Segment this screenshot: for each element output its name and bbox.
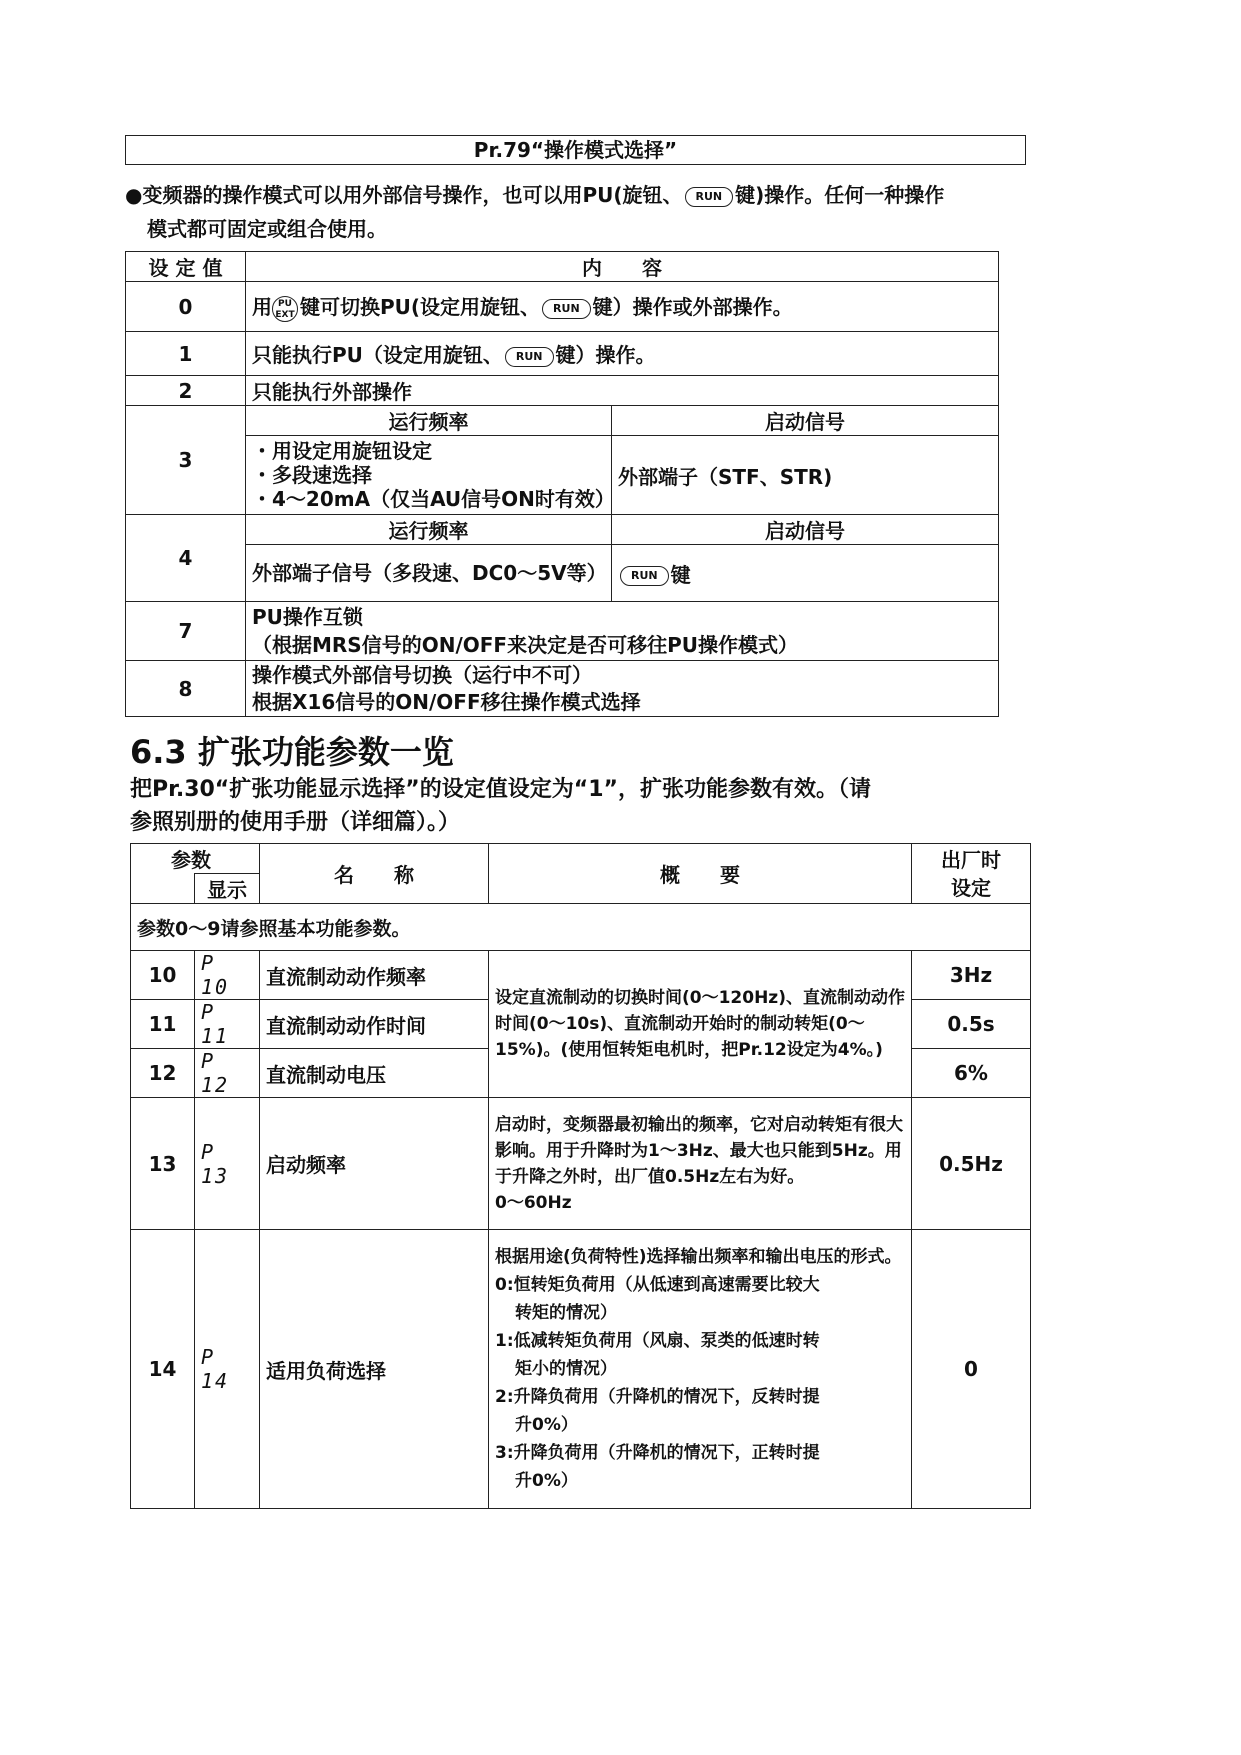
header-summary: 概 要 [489,844,912,904]
param-number: 12 [131,1049,195,1098]
intro-text-b: 键)操作。任何一种操作 [735,183,945,207]
header-factory [912,844,1031,904]
mode-row-3 [126,436,999,515]
text: 键 [670,562,691,587]
header-name: 名 称 [260,844,489,904]
run-frequency-cell [246,436,615,515]
freq-option: ・多段速选择 [252,463,372,487]
param-table [130,843,1031,1509]
start-signal-cell: 外部端子（STF、STR) [612,436,999,515]
param-header-top [131,844,1031,874]
param-number: 10 [131,951,195,1000]
option-cont: 升0%） [515,1415,578,1435]
text: 出厂时 [941,847,1001,872]
intro-paragraph [125,178,1045,246]
param-note-row [131,904,1031,951]
factory-setting: 3Hz [912,951,1031,1000]
mode-value: 3 [126,406,246,515]
display-code: P 13 [195,1098,260,1230]
mode-row-4-header [126,515,999,545]
option: 3:升降负荷用（升降机的情况下，正转时提 [495,1443,820,1463]
header-param: 参数 [131,844,260,874]
mode-value: 7 [126,602,246,661]
mode-content: 只能执行外部操作 [246,376,999,406]
run-key-icon: RUN [505,347,554,367]
start-signal-cell [612,545,999,602]
display-code: P 12 [195,1049,260,1098]
factory-setting: 0 [912,1230,1031,1509]
option-cont: 转矩的情况） [515,1303,617,1323]
pr79-title: Pr.79“操作模式选择” [473,138,678,162]
mode-content [246,332,999,376]
param-summary [489,1230,912,1509]
header-run-frequency: 运行频率 [246,406,612,436]
option: 0:恒转矩负荷用（从低速到高速需要比较大 [495,1275,820,1295]
section-heading: 6.3 扩张功能参数一览 [130,733,454,771]
mode-content [246,602,999,661]
mode-value: 1 [126,332,246,376]
param-row-10 [131,951,1031,1000]
note-text: 参数0～9请参照基本功能参数。 [131,904,1031,951]
text: 根据X16信号的ON/OFF移往操作模式选择 [252,689,641,714]
header-run-frequency: 运行频率 [246,515,612,545]
ext-label: EXT [275,309,295,320]
option-cont: 矩小的情况） [515,1359,617,1379]
display-code: P 10 [195,951,260,1000]
freq-option: ・用设定用旋钮设定 [252,439,432,463]
mode-row-8 [126,661,999,717]
text: 键）操作或外部操作。 [592,295,793,320]
pu-ext-key-icon [272,296,298,322]
text: （根据MRS信号的ON/OFF来决定是否可移往PU操作模式） [252,633,798,657]
factory-setting: 0.5Hz [912,1098,1031,1230]
text: 启动时，变频器最初输出的频率，它对启动转矩有很大影响。用于升降时为1～3Hz、最大也只能到5Hz。用于升降之外时，出厂值0.5Hz左右为好。 [495,1114,903,1187]
text: 只能执行PU（设定用旋钮、 [252,343,503,367]
run-key-icon: RUN [620,566,669,586]
freq-option: ・4～20mA（仅当AU信号ON时有效） [252,487,615,511]
mode-value: 8 [126,661,246,717]
text: 根据用途(负荷特性)选择输出频率和输出电压的形式。 [495,1247,902,1267]
header-setting-value: 设 定 值 [126,252,246,282]
mode-row-3-header [126,406,999,436]
mode-value: 2 [126,376,246,406]
factory-setting: 6% [912,1049,1031,1098]
text: 用 [252,295,272,320]
mode-row-7 [126,602,999,661]
text: 设定 [951,875,991,900]
text: PU操作互锁 [252,605,363,629]
mode-table-header [126,252,999,282]
display-code: P 14 [195,1230,260,1509]
mode-content [246,661,999,717]
option-cont: 升0%） [515,1471,578,1491]
param-summary [489,1098,912,1230]
header-start-signal: 启动信号 [612,515,999,545]
mode-row-4 [126,545,999,602]
factory-setting: 0.5s [912,1000,1031,1049]
text: 键可切换PU(设定用旋钮、 [300,295,541,320]
param-name: 适用负荷选择 [260,1230,489,1509]
pr79-title-box [125,135,1026,165]
header-blank [131,874,195,904]
text: 0～60Hz [495,1192,572,1213]
text: 键）操作。 [555,343,656,367]
param-number: 14 [131,1230,195,1509]
header-content: 内 容 [246,252,999,282]
mode-value: 0 [126,282,246,332]
param-name: 直流制动动作时间 [260,1000,489,1049]
mode-row-1 [126,332,999,376]
intro-line1 [125,183,944,207]
mode-table [125,251,999,717]
mode-row-2 [126,376,999,406]
param-row-13 [131,1098,1031,1230]
param-name: 直流制动电压 [260,1049,489,1098]
pu-label: PU [278,298,292,309]
option: 2:升降负荷用（升降机的情况下，反转时提 [495,1387,820,1407]
param-number: 11 [131,1000,195,1049]
run-frequency-cell: 外部端子信号（多段速、DC0～5V等） [246,545,612,602]
desc-line: 把Pr.30“扩张功能显示选择”的设定值设定为“1”，扩张功能参数有效。（请 [130,777,871,802]
param-summary: 设定直流制动的切换时间(0～120Hz)、直流制动动作时间(0～10s)、直流制动开始时的制动转矩(0～15%)。(使用恒转矩电机时，把Pr.12设定为4%。) [489,951,912,1098]
run-key-icon: RUN [542,299,591,319]
mode-content [246,282,999,332]
text: 操作模式外部信号切换（运行中不可） [252,662,592,687]
intro-line2: 模式都可固定或组合使用。 [147,217,387,241]
param-name: 启动频率 [260,1098,489,1230]
param-number: 13 [131,1098,195,1230]
display-code: P 11 [195,1000,260,1049]
option: 1:低减转矩负荷用（风扇、泵类的低速时转 [495,1331,820,1351]
mode-value: 4 [126,515,246,602]
run-key-icon: RUN [685,187,734,207]
intro-text-a: ●变频器的操作模式可以用外部信号操作，也可以用PU(旋钮、 [125,183,683,207]
mode-row-0 [126,282,999,332]
param-name: 直流制动动作频率 [260,951,489,1000]
header-display: 显示 [195,874,260,904]
header-start-signal: 启动信号 [612,406,999,436]
param-row-14 [131,1230,1031,1509]
section-description [130,773,1030,839]
desc-line: 参照别册的使用手册（详细篇）。） [130,810,461,835]
